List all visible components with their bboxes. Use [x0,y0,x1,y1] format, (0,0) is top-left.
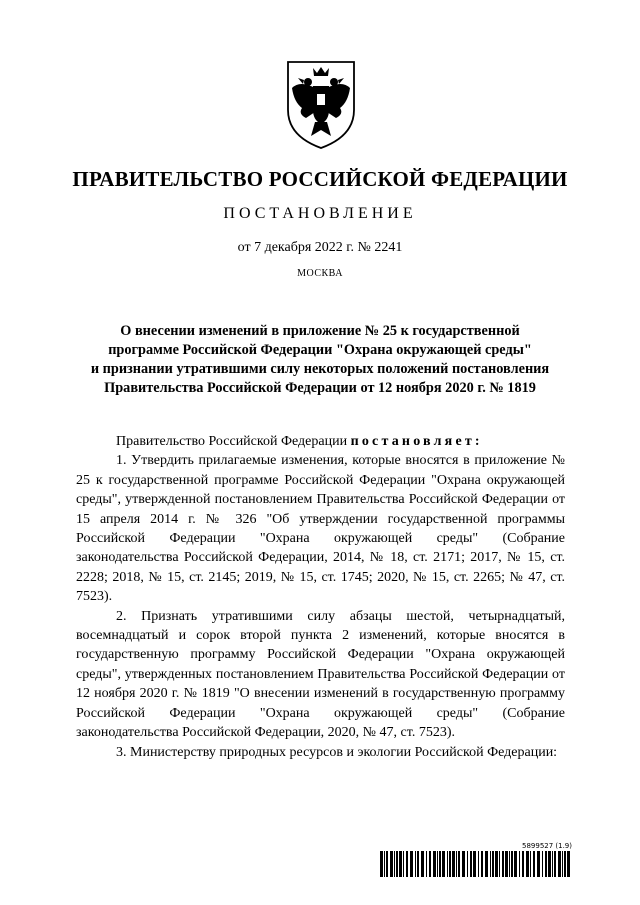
document-code: 5899527 (1.9) [522,842,572,850]
intro-paragraph [76,432,565,451]
title-line: Правительства Российской Федерации от 12 ноября 2020 г. № 1819 [104,380,536,396]
document-barcode [380,842,572,882]
city: МОСКВА [297,268,343,279]
decree-body [76,432,565,762]
title-line: программе Российской Федерации "Охрана окружающей среды" [108,342,532,358]
decree-date-number: от 7 декабря 2022 г. № 2241 [237,240,403,255]
government-name: ПРАВИТЕЛЬСТВО РОССИЙСКОЙ ФЕДЕРАЦИИ [72,167,568,191]
title-line: О внесении изменений в приложение № 25 к государственной [120,323,520,339]
title-line: и признании утратившими силу некоторых положений постановления [90,361,550,377]
paragraph-2: 2. Признать утратившими силу абзацы шестой, четырнадцатый, восемнадцатый и сорок второй пункта 2 изменений, которые вносятся в государственную программу Российской Федерации "Охрана окружающей среды", утвержденных постановлением Правительства Российской Федерации от 12 ноября 2020 г. № 1819 "О внесении изменений в государственную программу Российской Федерации "Охрана окружающей среды" (Собрание законодательства Российской Федерации, 2020, № 47, ст. 7523). [76,608,565,741]
decree-type: ПОСТАНОВЛЕНИЕ [223,205,417,222]
paragraph-3: 3. Министерству природных ресурсов и экологии Российской Федерации: [116,744,558,760]
intro-text: Правительство Российской Федерации [116,434,351,449]
barcode-icon [380,851,572,877]
paragraph-1: 1. Утвердить прилагаемые изменения, которые вносятся в приложение № 25 к государственной программе Российской Федерации "Охрана окружающей среды", утвержденной постановлением Правительства Российской Федерации от 15 апреля 2014 г. № 326 "Об утверждении государственной программы Российской Федерации "Охрана окружающей среды" (Собрание законодательства Российской Федерации, 2014, № 18, ст. 2171; 2017, № 15, ст. 2228; 2018, № 15, ст. 2145; 2019, № 15, ст. 1745; 2020, № 15, ст. 2265; № 47, ст. 7523). [76,453,565,605]
decree-title [70,322,570,398]
coat-of-arms-icon [282,58,360,150]
intro-action: постановляет: [350,434,483,449]
